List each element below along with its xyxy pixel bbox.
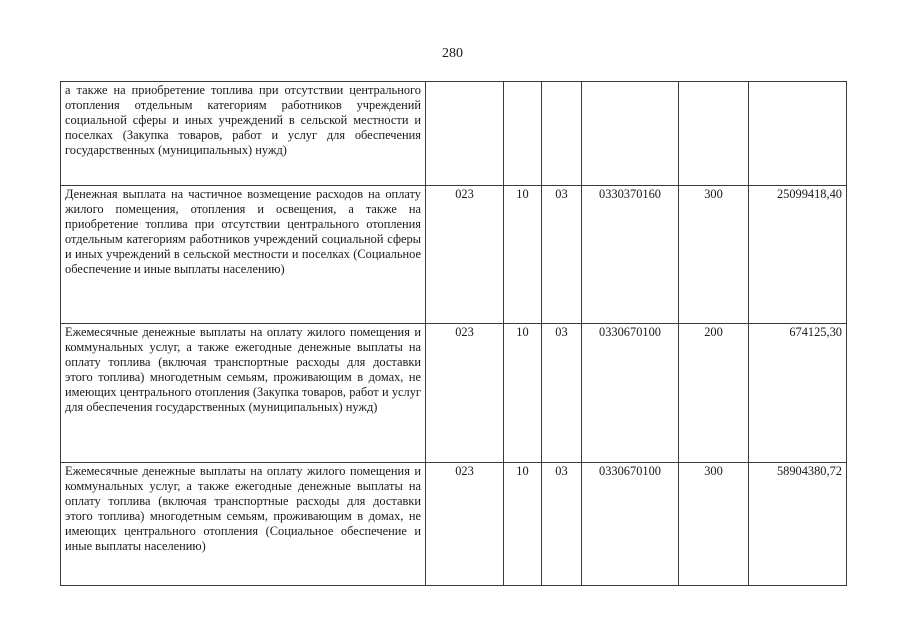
expense-type-code: 300: [679, 463, 749, 586]
subsection-code: 03: [542, 186, 582, 324]
section-code: [504, 82, 542, 186]
section-code: 10: [504, 186, 542, 324]
subsection-code: 03: [542, 463, 582, 586]
subsection-code: [542, 82, 582, 186]
target-article-code: 0330670100: [582, 324, 679, 463]
page-number: 280: [442, 46, 463, 61]
table-row: [61, 324, 847, 463]
target-article-code: 0330370160: [582, 186, 679, 324]
target-article-code: 0330670100: [582, 463, 679, 586]
ministry-code: 023: [426, 186, 504, 324]
amount: 674125,30: [749, 324, 847, 463]
ministry-code: [426, 82, 504, 186]
row-description: Денежная выплата на частичное возмещение расходов на оплату жилого помещения, отопления и освещения, а также на приобретение топлива при отсутствии центрального отопления отдельным категориям работников учреждений социальной сферы и иных учреждений в сельской местности и поселках (Социальное обеспечение и иные выплаты населению): [61, 186, 426, 324]
target-article-code: [582, 82, 679, 186]
expense-type-code: 200: [679, 324, 749, 463]
expense-type-code: [679, 82, 749, 186]
expense-type-code: 300: [679, 186, 749, 324]
row-description: Ежемесячные денежные выплаты на оплату жилого помещения и коммунальных услуг, а также ежегодные денежные выплаты на оплату топлива (включая транспортные расходы для доставки этого топлива) многодетным семьям, проживающим в домах, не имеющих центрального отопления (Социальное обеспечение и иные выплаты населению): [61, 463, 426, 586]
section-code: 10: [504, 324, 542, 463]
row-description: а также на приобретение топлива при отсутствии центрального отопления отдельным категориям работников учреждений социальной сферы и иных учреждений в сельской местности и поселках (Закупка товаров, работ и услуг для обеспечения государственных (муниципальных) нужд): [61, 82, 426, 186]
budget-table: [60, 81, 847, 586]
section-code: 10: [504, 463, 542, 586]
table-row: [61, 186, 847, 324]
ministry-code: 023: [426, 463, 504, 586]
table-row: [61, 82, 847, 186]
amount: [749, 82, 847, 186]
amount: 58904380,72: [749, 463, 847, 586]
amount: 25099418,40: [749, 186, 847, 324]
subsection-code: 03: [542, 324, 582, 463]
ministry-code: 023: [426, 324, 504, 463]
row-description: Ежемесячные денежные выплаты на оплату жилого помещения и коммунальных услуг, а также ежегодные денежные выплаты на оплату топлива (включая транспортные расходы для доставки этого топлива) многодетным семьям, проживающим в домах, не имеющих центрального отопления (Закупка товаров, работ и услуг для обеспечения государственных (муниципальных) нужд): [61, 324, 426, 463]
table-row: [61, 463, 847, 586]
